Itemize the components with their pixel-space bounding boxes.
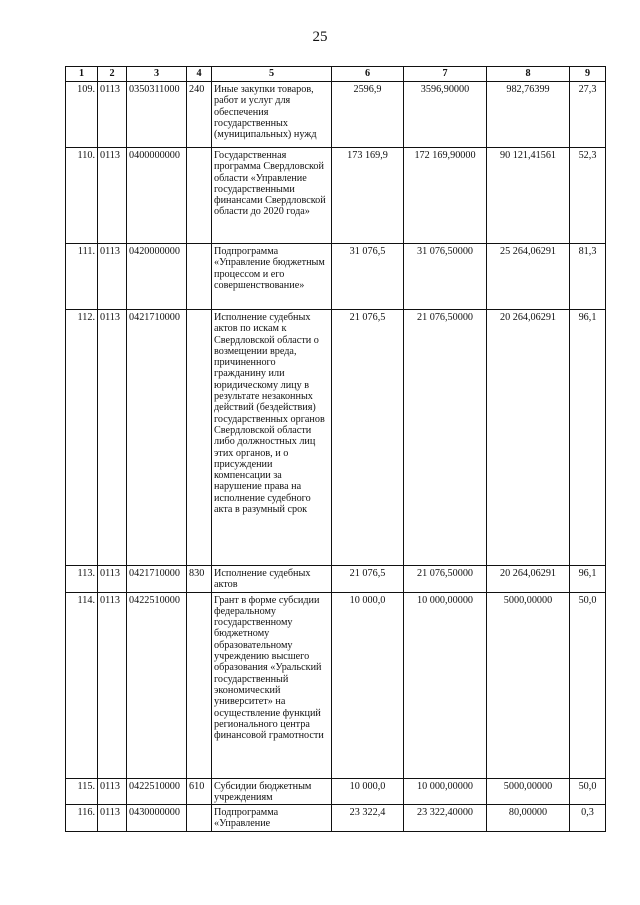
row-number: 111.: [66, 244, 98, 310]
row-number: 116.: [66, 805, 98, 832]
table-header-row: [66, 67, 606, 82]
target-article-code: 0400000000: [127, 148, 187, 244]
amount-executed: 80,00000: [487, 805, 570, 832]
budget-table: [65, 66, 606, 832]
execution-percent: 81,3: [570, 244, 606, 310]
row-number: 109.: [66, 82, 98, 148]
amount-adjusted: 31 076,50000: [404, 244, 487, 310]
table-row: [66, 566, 606, 593]
column-header: 6: [332, 67, 404, 82]
expense-type-code: 240: [187, 82, 212, 148]
target-article-code: 0421710000: [127, 310, 187, 566]
row-number: 115.: [66, 778, 98, 805]
amount-adjusted: 10 000,00000: [404, 592, 487, 778]
execution-percent: 27,3: [570, 82, 606, 148]
item-name: Грант в форме субсидии федеральному государственному бюджетному образовательному учреждению высшего образования «Уральский государственный экономический университет» на осуществление функций регионального центра финансовой грамотности: [212, 592, 332, 778]
target-article-code: 0420000000: [127, 244, 187, 310]
item-name: Иные закупки товаров, работ и услуг для обеспечения государственных (муниципальных) нужд: [212, 82, 332, 148]
column-header: 9: [570, 67, 606, 82]
amount-planned: 21 076,5: [332, 310, 404, 566]
amount-planned: 21 076,5: [332, 566, 404, 593]
row-number: 112.: [66, 310, 98, 566]
amount-executed: 5000,00000: [487, 592, 570, 778]
item-name: Субсидии бюджетным учреждениям: [212, 778, 332, 805]
section-code: 0113: [98, 805, 127, 832]
amount-planned: 2596,9: [332, 82, 404, 148]
table-row: [66, 310, 606, 566]
amount-adjusted: 21 076,50000: [404, 566, 487, 593]
column-header: 4: [187, 67, 212, 82]
execution-percent: 52,3: [570, 148, 606, 244]
row-number: 113.: [66, 566, 98, 593]
item-name: Исполнение судебных актов по искам к Свердловской области о возмещении вреда, причиненного гражданину или юридическому лицу в результате незаконных действий (бездействия) государственных органов Свердловской области либо должностных лиц этих органов, и о присуждении компенсации за нарушение права на исполнение судебного акта в разумный срок: [212, 310, 332, 566]
table-row: [66, 82, 606, 148]
row-number: 114.: [66, 592, 98, 778]
execution-percent: 50,0: [570, 592, 606, 778]
section-code: 0113: [98, 310, 127, 566]
amount-planned: 31 076,5: [332, 244, 404, 310]
execution-percent: 0,3: [570, 805, 606, 832]
execution-percent: 96,1: [570, 310, 606, 566]
table-row: [66, 805, 606, 832]
target-article-code: 0421710000: [127, 566, 187, 593]
section-code: 0113: [98, 778, 127, 805]
section-code: 0113: [98, 566, 127, 593]
target-article-code: 0422510000: [127, 778, 187, 805]
table-row: [66, 592, 606, 778]
section-code: 0113: [98, 244, 127, 310]
target-article-code: 0350311000: [127, 82, 187, 148]
amount-planned: 10 000,0: [332, 778, 404, 805]
section-code: 0113: [98, 592, 127, 778]
column-header: 8: [487, 67, 570, 82]
amount-executed: 982,76399: [487, 82, 570, 148]
expense-type-code: [187, 592, 212, 778]
amount-planned: 173 169,9: [332, 148, 404, 244]
amount-executed: 20 264,06291: [487, 310, 570, 566]
column-header: 3: [127, 67, 187, 82]
item-name: Подпрограмма «Управление бюджетным процессом и его совершенствование»: [212, 244, 332, 310]
target-article-code: 0430000000: [127, 805, 187, 832]
column-header: 5: [212, 67, 332, 82]
amount-executed: 5000,00000: [487, 778, 570, 805]
expense-type-code: [187, 244, 212, 310]
amount-executed: 20 264,06291: [487, 566, 570, 593]
section-code: 0113: [98, 82, 127, 148]
amount-adjusted: 21 076,50000: [404, 310, 487, 566]
row-number: 110.: [66, 148, 98, 244]
table-row: [66, 148, 606, 244]
amount-executed: 90 121,41561: [487, 148, 570, 244]
item-name: Подпрограмма «Управление: [212, 805, 332, 832]
execution-percent: 50,0: [570, 778, 606, 805]
amount-adjusted: 10 000,00000: [404, 778, 487, 805]
amount-adjusted: 3596,90000: [404, 82, 487, 148]
section-code: 0113: [98, 148, 127, 244]
item-name: Исполнение судебных актов: [212, 566, 332, 593]
target-article-code: 0422510000: [127, 592, 187, 778]
page-number: 25: [312, 29, 328, 45]
amount-planned: 10 000,0: [332, 592, 404, 778]
amount-executed: 25 264,06291: [487, 244, 570, 310]
execution-percent: 96,1: [570, 566, 606, 593]
item-name: Государственная программа Свердловской области «Управление государственными финансами Свердловской области до 2020 года»: [212, 148, 332, 244]
expense-type-code: [187, 805, 212, 832]
table-row: [66, 244, 606, 310]
table-row: [66, 778, 606, 805]
expense-type-code: [187, 310, 212, 566]
amount-adjusted: 172 169,90000: [404, 148, 487, 244]
column-header: 7: [404, 67, 487, 82]
column-header: 2: [98, 67, 127, 82]
expense-type-code: 830: [187, 566, 212, 593]
amount-planned: 23 322,4: [332, 805, 404, 832]
column-header: 1: [66, 67, 98, 82]
expense-type-code: 610: [187, 778, 212, 805]
expense-type-code: [187, 148, 212, 244]
amount-adjusted: 23 322,40000: [404, 805, 487, 832]
